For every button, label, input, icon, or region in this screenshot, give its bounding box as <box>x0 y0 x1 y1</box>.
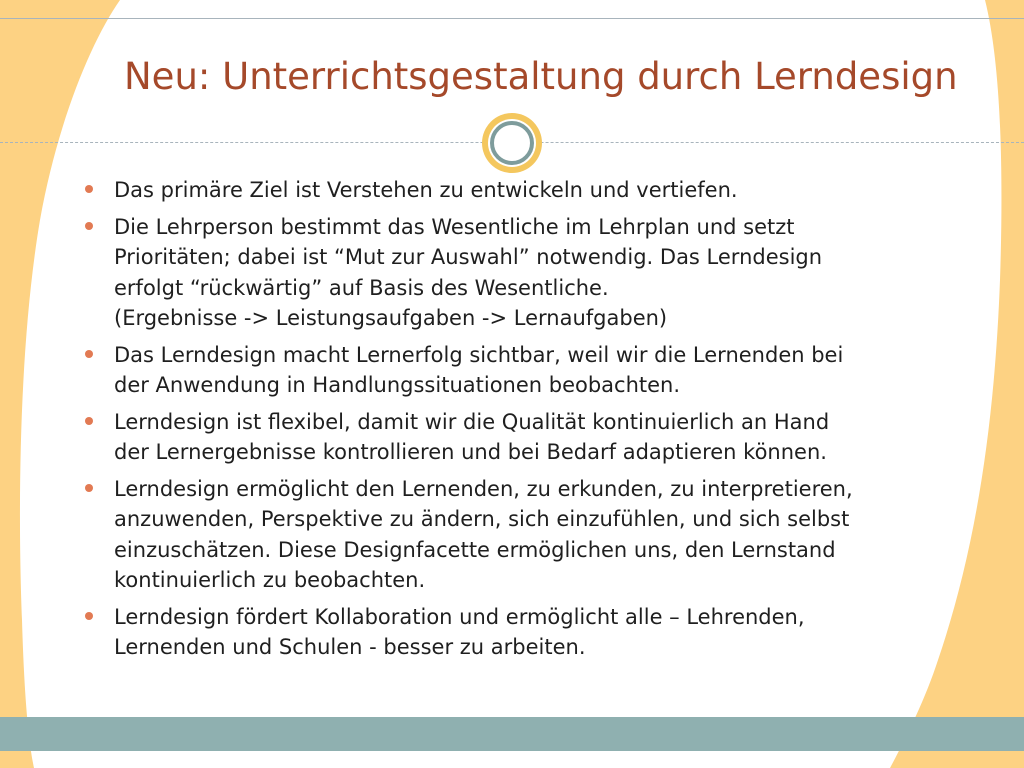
bottom-bar <box>0 717 1024 751</box>
bullet-item <box>84 474 954 596</box>
bullet-dot-icon <box>85 612 93 620</box>
bullet-text-line: Lerndesign ermöglicht den Lernenden, zu erkunden, zu interpretieren, <box>114 476 853 501</box>
bullet-text-line: Prioritäten; dabei ist “Mut zur Auswahl” notwendig. Das Lerndesign <box>114 245 823 269</box>
bullet-item <box>84 340 954 401</box>
bullet-item <box>84 602 954 663</box>
bullet-dot-icon <box>85 417 93 425</box>
bullet-dot-icon <box>85 185 93 193</box>
top-rule <box>0 18 1024 19</box>
slide-content <box>84 175 954 669</box>
circle-emblem-icon <box>479 111 545 175</box>
bullet-text-line: Lernenden und Schulen - besser zu arbeiten. <box>114 635 586 659</box>
bullet-text-line: anzuwenden, Perspektive zu ändern, sich einzufühlen, und sich selbst <box>114 507 850 531</box>
bullet-text-line: Das primäre Ziel ist Verstehen zu entwickeln und vertiefen. <box>114 178 738 202</box>
bullet-text-line: Lerndesign fördert Kollaboration und ermöglicht alle – Lehrenden, <box>114 604 805 629</box>
bullet-dot-icon <box>85 222 93 230</box>
slide-title: Neu: Unterrichtsgestaltung durch Lerndesign <box>124 55 958 98</box>
bullet-text-line: kontinuierlich zu beobachten. <box>114 568 426 592</box>
bullet-dot-icon <box>85 350 93 358</box>
bullet-item <box>84 212 954 334</box>
bullet-text-line: (Ergebnisse -> Leistungsaufgaben -> Lernaufgaben) <box>114 306 668 330</box>
bullet-text-line: einzuschätzen. Diese Designfacette ermöglichen uns, den Lernstand <box>114 537 836 562</box>
bullet-item <box>84 175 954 206</box>
bullet-text-line: Lerndesign ist flexibel, damit wir die Qualität kontinuierlich an Hand <box>114 409 830 434</box>
bullet-text-line: Das Lerndesign macht Lernerfolg sichtbar, weil wir die Lernenden bei <box>114 342 844 367</box>
bullet-list <box>84 175 954 663</box>
bullet-text-line: der Lernergebnisse kontrollieren und bei Bedarf adaptieren können. <box>114 440 827 464</box>
bullet-text-line: Die Lehrperson bestimmt das Wesentliche im Lehrplan und setzt <box>114 214 795 239</box>
bullet-text-line: erfolgt “rückwärtig” auf Basis des Wesentliche. <box>114 275 609 300</box>
bullet-text-line: der Anwendung in Handlungssituationen beobachten. <box>114 373 681 397</box>
bullet-dot-icon <box>85 484 93 492</box>
bullet-item <box>84 407 954 468</box>
